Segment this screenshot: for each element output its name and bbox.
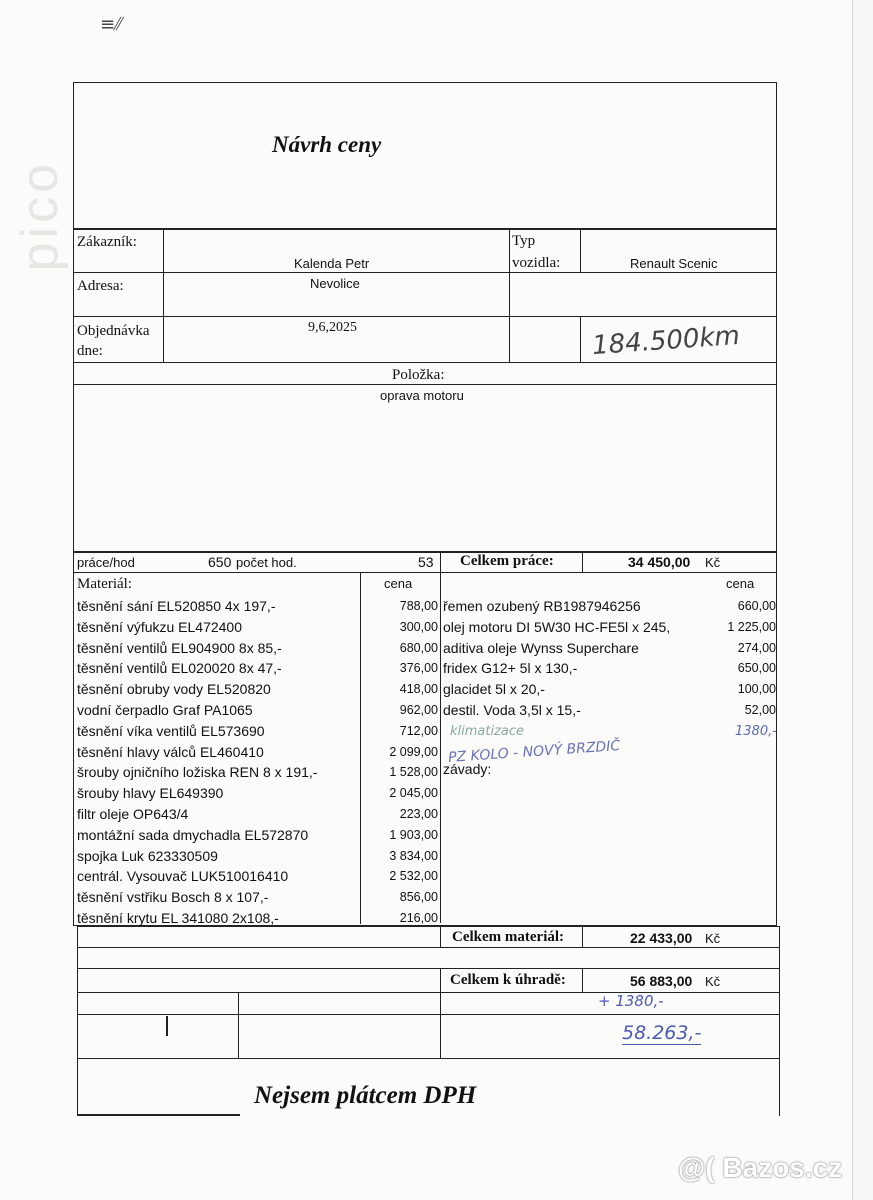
divider (73, 316, 777, 317)
divider (73, 384, 777, 385)
handwritten-final-total: 58.263,- (622, 1022, 702, 1044)
material-item-price: 1 903,00 (389, 827, 438, 842)
divider (440, 968, 441, 1058)
divider (238, 992, 239, 1058)
price-header-right: cena (726, 576, 755, 591)
material-item-name: těsnění ventilů EL904900 8x 85,- (77, 639, 282, 656)
divider (509, 228, 510, 362)
divider (582, 926, 583, 947)
vehicle-label-1: Typ (512, 233, 536, 249)
divider (77, 1058, 779, 1059)
labor-total: 34 450,00 (628, 554, 691, 570)
material-item-name: filtr oleje OP643/4 (77, 806, 189, 822)
item-value: oprava motoru (380, 388, 464, 403)
divider (73, 572, 777, 573)
divider (73, 362, 777, 363)
material-item-price: 376,00 (399, 661, 438, 676)
material-item-price: 650,00 (737, 661, 776, 676)
mileage-handwritten: 184.500km (591, 320, 741, 362)
material-item-price: 788,00 (399, 599, 438, 613)
divider (360, 572, 361, 924)
price-header-left: cena (384, 576, 413, 591)
address-label: Adresa: (77, 278, 124, 294)
material-total-label: Celkem materiál: (452, 929, 565, 945)
labor-rate: 650 (208, 554, 232, 570)
material-item-name: aditiva oleje Wynss Superchare (443, 639, 639, 656)
material-item-price: 300,00 (399, 619, 438, 634)
margin-note: pico (11, 160, 69, 272)
material-item-name: těsnění krytu EL 341080 2x108,- (77, 910, 279, 926)
signature-line (78, 1114, 240, 1116)
divider (73, 272, 777, 273)
material-item-name: montážní sada dmychadla EL572870 (77, 826, 309, 843)
material-item-price: 660,00 (737, 599, 776, 613)
order-date-label-1: Objednávka (77, 323, 150, 339)
customer-value: Kalenda Petr (294, 256, 370, 271)
vehicle-label-2: vozidla: (512, 255, 561, 271)
material-item-price: 274,00 (737, 640, 776, 655)
grand-total-label: Celkem k úhradě: (450, 972, 566, 988)
material-total: 22 433,00 (630, 930, 693, 946)
material-item-name: šrouby ojničního ložiska REN 8 x 191,- (77, 764, 318, 781)
divider (580, 316, 581, 362)
divider (77, 926, 779, 927)
divider (77, 926, 78, 1116)
grand-total-currency: Kč (705, 974, 721, 989)
labor-total-label: Celkem práce: (460, 553, 554, 569)
handwritten-item-price: 1380,- (735, 724, 777, 739)
divider (440, 926, 441, 947)
watermark: @( Bazos.cz (678, 1152, 843, 1183)
material-item-name: vodní čerpadlo Graf PA1065 (77, 702, 253, 718)
divider (779, 926, 780, 1116)
material-item-name: těsnění ventilů EL020020 8x 47,- (77, 660, 282, 677)
labor-label: práce/hod (77, 555, 135, 570)
order-date-value: 9,6,2025 (308, 320, 357, 335)
material-item-price: 3 834,00 (389, 848, 438, 863)
footer-note: Nejsem plátcem DPH (254, 1082, 477, 1109)
divider (582, 551, 583, 572)
material-item-price: 856,00 (399, 890, 438, 905)
defects-label: závady: (443, 761, 492, 777)
material-item-name: glacidet 5l x 20,- (443, 681, 545, 698)
material-item-name: těsnění víka ventilů EL573690 (77, 722, 265, 739)
material-item-name: olej motoru DI 5W30 HC-FE5l x 245, (443, 618, 671, 635)
material-item-price: 680,00 (399, 640, 438, 655)
material-item-price: 712,00 (399, 723, 438, 738)
material-item-name: těsnění vstřiku Bosch 8 x 107,- (77, 889, 269, 906)
material-item-price: 1 528,00 (389, 765, 438, 780)
divider (77, 947, 779, 948)
material-currency: Kč (705, 931, 721, 946)
material-item-name: těsnění výfukzu EL472400 (77, 618, 243, 635)
divider (73, 551, 777, 553)
margin-scribble: ≡⫽ (100, 14, 120, 35)
material-item-price: 418,00 (399, 682, 438, 697)
material-item-name: těsnění sání EL520850 4x 197,- (77, 598, 276, 614)
divider (77, 992, 779, 993)
material-item-price: 962,00 (399, 703, 438, 717)
handwritten-defect: PZ KOLO - NOVÝ BRZDIČ (447, 738, 621, 766)
material-item-name: fridex G12+ 5l x 130,- (443, 660, 578, 677)
material-item-name: spojka Luk 623330509 (77, 847, 218, 864)
material-item-price: 2 532,00 (389, 869, 438, 884)
page-title: Návrh ceny (272, 132, 382, 157)
labor-currency: Kč (705, 555, 721, 570)
material-item-name: těsnění obruby vody EL520820 (77, 681, 271, 698)
labor-hours-label: počet hod. (236, 555, 297, 570)
divider (582, 968, 583, 992)
handwritten-addition: + 1380,- (598, 992, 664, 1010)
divider (166, 1016, 168, 1036)
material-item-price: 216,00 (399, 911, 438, 925)
material-item-name: centrál. Vysouvač LUK510016410 (77, 868, 289, 885)
material-item-price: 2 099,00 (389, 744, 438, 759)
material-item-price: 1 225,00 (727, 619, 776, 634)
material-label: Materiál: (77, 576, 132, 592)
material-item-name: šrouby hlavy EL649390 (77, 785, 224, 802)
vehicle-value: Renault Scenic (630, 256, 718, 271)
labor-hours: 53 (418, 554, 434, 570)
material-item-price: 100,00 (737, 682, 776, 697)
divider (73, 228, 777, 230)
material-item-name: těsnění hlavy válců EL460410 (77, 743, 264, 760)
address-value: Nevolice (310, 276, 360, 291)
order-date-label-2: dne: (77, 343, 103, 359)
handwritten-item: klimatizace (450, 724, 525, 739)
grand-total: 56 883,00 (630, 973, 693, 989)
divider (77, 968, 779, 969)
material-item-name: řemen ozubený RB1987946256 (443, 598, 641, 614)
material-item-price: 223,00 (399, 807, 438, 821)
divider (440, 551, 441, 923)
divider (580, 228, 581, 272)
material-item-price: 2 045,00 (389, 786, 438, 801)
item-label: Položka: (392, 367, 445, 383)
material-item-name: destil. Voda 3,5l x 15,- (443, 702, 581, 718)
divider (77, 1014, 779, 1015)
customer-label: Zákazník: (77, 234, 137, 250)
material-item-price: 52,00 (744, 703, 776, 717)
divider (163, 228, 164, 362)
